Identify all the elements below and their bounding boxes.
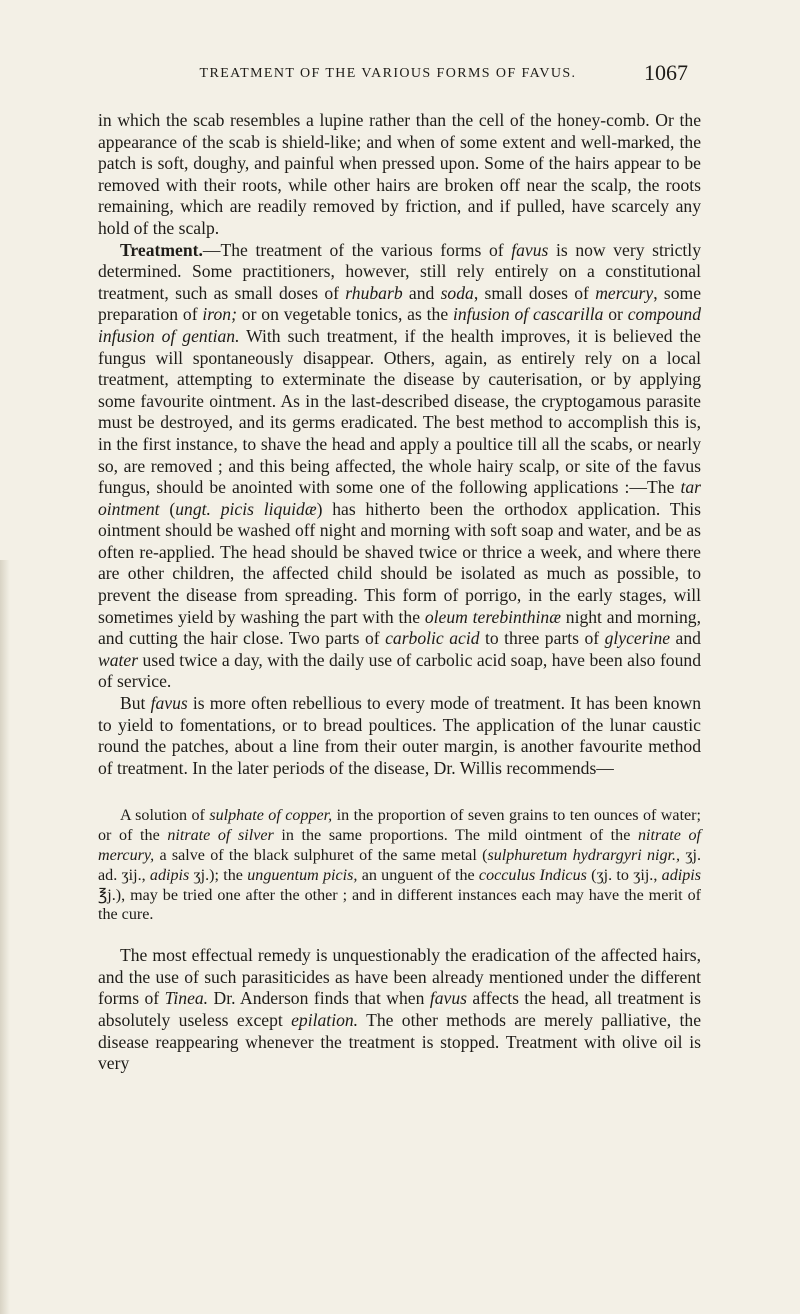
paragraph-treatment: Treatment.—The treatment of the various forms of favus is now very strictly determined. Some practitioners, however, still rely entirely on a constitutional treatment, such as small doses of rhubarb and soda, small doses of mercury, some preparation of iron; or on vegetable tonics, as the infusion of cascarilla or compound infusion of gentian. With such treatment, if the health improves, it is believed the fungus will spontaneously disappear. Others, again, as entirely rely on a local treatment, attempting to exterminate the disease by cauterisation, or by applying some favourite ointment. As in the last-described disease, the cryptogamous parasite must be destroyed, and its germs eradicated. The best method to accomplish this is, in the first instance, to shave the head and apply a poultice till all the scabs, or nearly so, are removed ; and this being affected, the whole hairy scalp, or site of the favus fungus, should be anointed with some one of the following applications :—The tar ointment (ungt. picis liquidæ) has hitherto been the orthodox application. This ointment should be washed off night and morning with soft soap and water, and be as often re-applied. The head should be shaved twice or thrice a week, and where there are other children, the affected child should be isolated as much as possible, to prevent the disease from spreading. This form of porrigo, in the early stages, will sometimes yield by washing the part with the oleum terebinthinæ night and morning, and cutting the hair close. Two parts of carbolic acid to three parts of glycerine and water used twice a day, with the daily use of carbolic acid soap, have been also found of service.: [98, 239, 702, 692]
body-text: [98, 110, 701, 1075]
quoted-recommendation-willis: A solution of sulphate of copper, in the proportion of seven grains to ten ounces of water; or of the nitrate of silver in the same proportions. The mild ointment of the nitrate of mercury, a salve of the black sulphuret of the same metal (sulphuretum hydrargyri nigr., ʒj. ad. ʒij., adipis ʒj.); the unguentum picis, an unguent of the cocculus Indicus (ʒj. to ʒij., adipis ℥j.), may be tried one after the other ; and in different instances each may have the merit of the cure.: [98, 807, 702, 924]
section-heading-treatment: Treatment.: [120, 239, 203, 260]
running-header: TREATMENT OF THE VARIOUS FORMS OF FAVUS.: [199, 66, 577, 81]
page-number: 1067: [644, 60, 688, 85]
paragraph-effectual-remedy: The most effectual remedy is unquestionably the eradication of the affected hairs, and the use of such parasiticides as have been already mentioned under the different forms of Tinea. Dr. Anderson finds that when favus affects the head, all treatment is absolutely useless except epilation. The other methods are merely palliative, the disease reappearing whenever the treatment is stopped. Treatment with olive oil is very: [98, 945, 702, 1074]
paragraph-scab-description: in which the scab resembles a lupine rather than the cell of the honey-comb. Or the appearance of the scab is shield-like; and when of some extent and well-marked, the patch is soft, doughy, and painful when pressed upon. Some of the hairs appear to be removed with their roots, while other hairs are broken off near the scalp, the roots remaining, which are readily removed by friction, and if pulled, have scarcely any hold of the scalp.: [98, 110, 701, 238]
paragraph-rebellious-favus: But favus is more often rebellious to every mode of treatment. It has been known to yield to fomentations, or to bread poultices. The application of the lunar caustic round the patches, about a line from their outer margin, is another favourite method of treatment. In the later periods of the disease, Dr. Willis recommends—: [98, 693, 701, 778]
page-gutter-shadow: [0, 560, 10, 1314]
